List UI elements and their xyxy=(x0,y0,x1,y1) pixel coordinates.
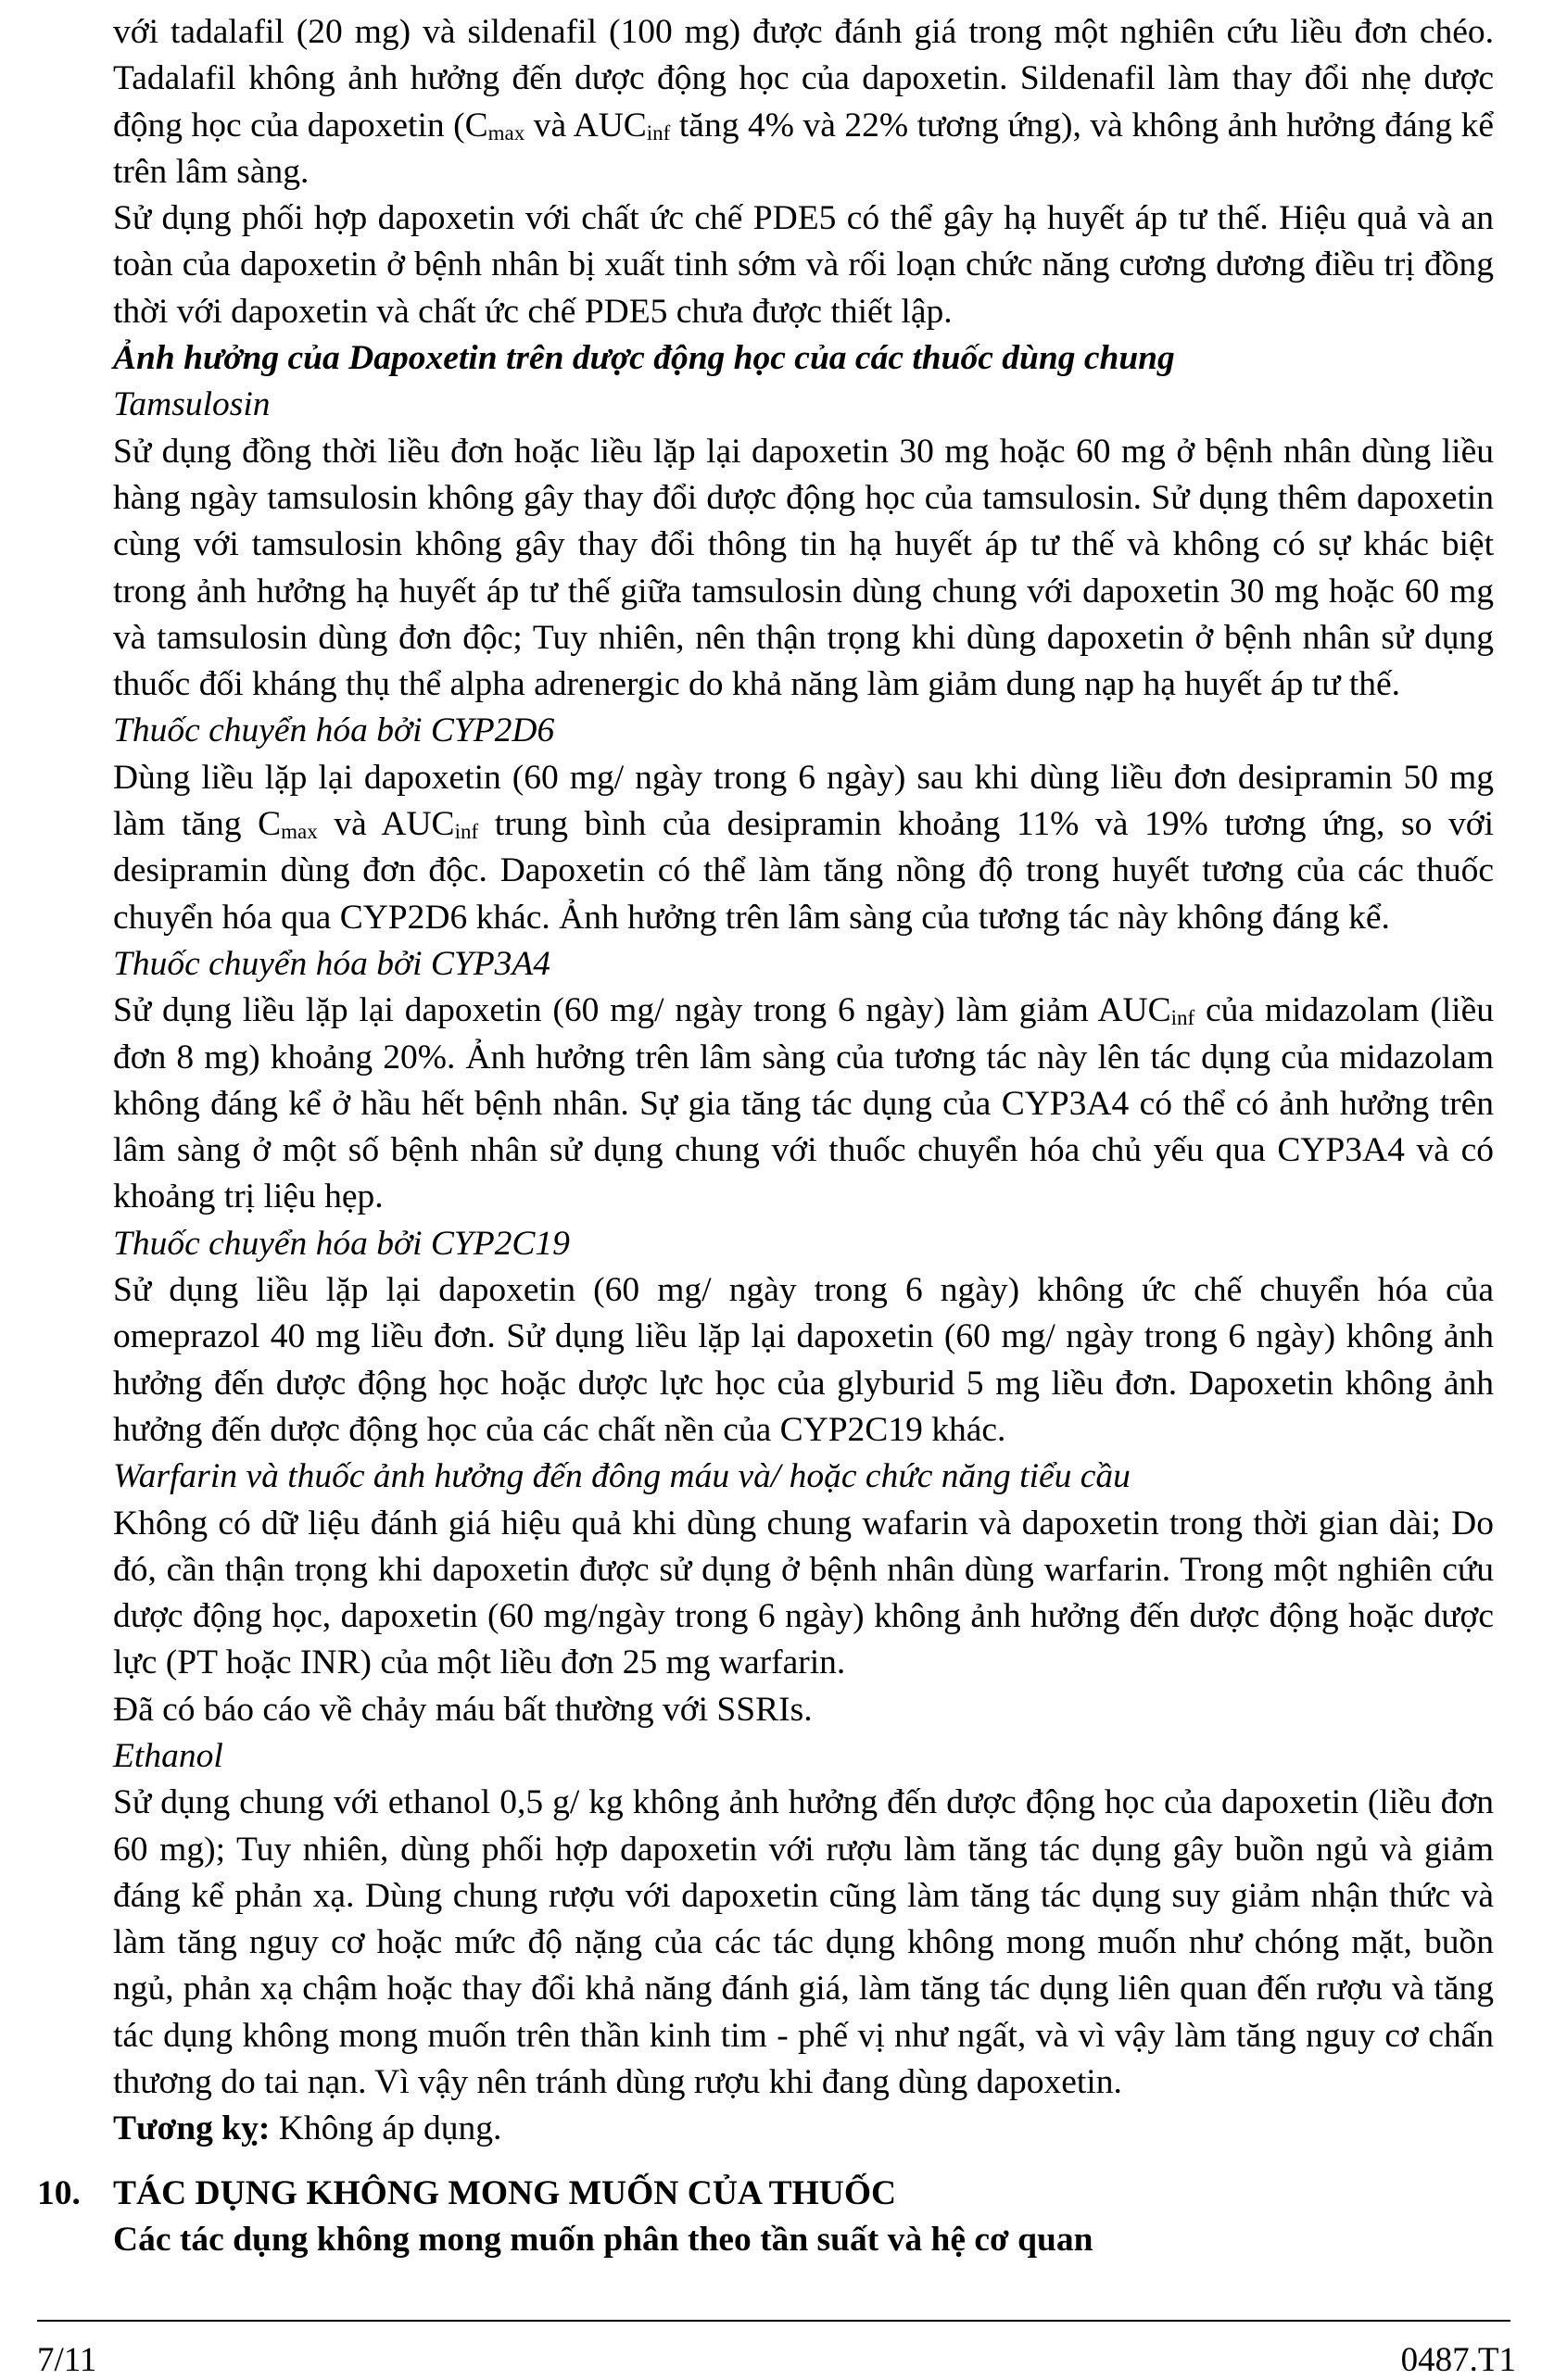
section-number: 10. xyxy=(37,2174,81,2212)
text-run: của midazolam (liều đơn 8 mg) khoảng 20%. Ảnh hưởng trên lâm sàng của tương tác này lên tác dụng của midazolam không đáng kể ở hầu hết bệnh nhân. Sự gia tăng tác dụng của CYP3A4 có thể có ảnh hưởng trên lâm sàng ở một số bệnh nhân sử dụng chung với thuốc chuyển hóa chủ yếu qua CYP3A4 và có khoảng trị liệu hẹp. xyxy=(113,991,1494,1216)
cyp2d6-title: Thuốc chuyển hóa bởi CYP2D6 xyxy=(113,711,555,750)
text-run: và AUC xyxy=(524,106,647,145)
text-run: và AUC xyxy=(317,805,455,844)
pde5-note: Sử dụng phối hợp dapoxetin với chất ức chế PDE5 có thể gây hạ huyết áp tư thế. Hiệu quả và an toàn của dapoxetin ở bệnh nhân bị xuất tinh sớm và rối loạn chức năng cương dương điều trị đồng thời với dapoxetin và chất ức chế PDE5 chưa được thiết lập. xyxy=(113,199,1494,331)
tuong-ky-line xyxy=(113,2106,1494,2152)
warfarin-title: Warfarin và thuốc ảnh hưởng đến đông máu và/ hoặc chức năng tiểu cầu xyxy=(113,1457,1131,1496)
footer-divider xyxy=(37,2320,1510,2322)
warfarin-note: Đã có báo cáo về chảy máu bất thường với SSRIs. xyxy=(113,1690,813,1729)
cyp2d6-text xyxy=(113,755,1494,941)
pde5-paragraph xyxy=(113,9,1494,195)
document-code: 0487.T1 xyxy=(1400,2341,1516,2379)
tuong-ky-label: Tương kỵ: xyxy=(113,2109,271,2148)
cyp3a4-text xyxy=(113,988,1494,1220)
tuong-ky-value: Không áp dụng. xyxy=(270,2109,502,2148)
text-run: Dùng liều lặp lại dapoxetin (60 mg/ ngày trong 6 ngày) sau khi dùng liều đơn desipramin 50 mg làm tăng C xyxy=(113,758,1494,844)
ethanol-title: Ethanol xyxy=(113,1736,223,1775)
ethanol-text: Sử dụng chung với ethanol 0,5 g/ kg không ảnh hưởng đến dược động học của dapoxetin (liều đơn 60 mg); Tuy nhiên, dùng phối hợp dapoxetin với rượu làm tăng tác dụng gây buồn ngủ và giảm đáng kể phản xạ. Dùng chung rượu với dapoxetin cũng làm tăng tác dụng suy giảm nhận thức và làm tăng nguy cơ hoặc mức độ nặng của các tác dụng không mong muốn như chóng mặt, buồn ngủ, phản xạ chậm hoặc thay đổi khả năng đánh giá, làm tăng tác dụng liên quan đến rượu và tăng tác dụng không mong muốn trên thần kinh tim - phế vị như ngất, và vì vậy làm tăng nguy cơ chấn thương do tai nạn. Vì vậy nên tránh dùng rượu khi đang dùng dapoxetin. xyxy=(113,1783,1494,2102)
tamsulosin-title: Tamsulosin xyxy=(113,385,271,424)
subscript: max xyxy=(487,120,525,145)
subscript: max xyxy=(281,820,318,844)
text-run: tăng 4% và 22% tương ứng), và không ảnh hưởng đáng kể trên lâm sàng. xyxy=(113,106,1495,191)
text-run: Sử dụng liều lặp lại dapoxetin (60 mg/ ngày trong 6 ngày) làm giảm AUC xyxy=(113,991,1171,1030)
text-run: với tadalafil (20 mg) và sildenafil (100 mg) được đánh giá trong một nghiên cứu liều đơn chéo. Tadalafil không ảnh hưởng đến dược động học của dapoxetin. Sildenafil làm thay đổi nhẹ dược động học của dapoxetin (C xyxy=(113,13,1494,145)
text-run: trung bình của desipramin khoảng 11% và 19% tương ứng, so với desipramin dùng đơn độc. Dapoxetin có thể làm tăng nồng độ trong huyết tương của các thuốc chuyển hóa qua CYP2D6 khác. Ảnh hưởng trên lâm sàng của tương tác này không đáng kể. xyxy=(113,805,1495,937)
tamsulosin-text: Sử dụng đồng thời liều đơn hoặc liều lặp lại dapoxetin 30 mg hoặc 60 mg ở bệnh nhân dùng liều hàng ngày tamsulosin không gây thay đổi dược động học của tamsulosin. Sử dụng thêm dapoxetin cùng với tamsulosin không gây thay đổi thông tin hạ huyết áp tư thế và không có sự khác biệt trong ảnh hưởng hạ huyết áp tư thế giữa tamsulosin dùng chung với dapoxetin 30 mg hoặc 60 mg và tamsulosin dùng đơn độc; Tuy nhiên, nên thận trọng khi dùng dapoxetin ở bệnh nhân sử dụng thuốc đối kháng thụ thể alpha adrenergic do khả năng làm giảm dung nạp hạ huyết áp tư thế. xyxy=(113,432,1494,704)
cyp2c19-title: Thuốc chuyển hóa bởi CYP2C19 xyxy=(113,1224,570,1263)
section-title: TÁC DỤNG KHÔNG MONG MUỐN CỦA THUỐC xyxy=(113,2174,897,2212)
subscript: inf xyxy=(1170,1006,1195,1030)
cyp2c19-text: Sử dụng liều lặp lại dapoxetin (60 mg/ ngày trong 6 ngày) không ức chế chuyển hóa của omeprazol 40 mg liều đơn. Sử dụng liều lặp lại dapoxetin (60 mg/ ngày trong 6 ngày) không ảnh hưởng đến dược động học hoặc dược lực học của glyburid 5 mg liều đơn. Dapoxetin không ảnh hưởng đến dược động học của các chất nền của CYP2C19 khác. xyxy=(113,1271,1494,1449)
cyp3a4-title: Thuốc chuyển hóa bởi CYP3A4 xyxy=(113,944,551,983)
section-subtitle: Các tác dụng không mong muốn phân theo tần suất và hệ cơ quan xyxy=(113,2221,1093,2259)
section-heading: Ảnh hưởng của Dapoxetin trên dược động học của các thuốc dùng chung xyxy=(113,339,1175,378)
page-number: 7/11 xyxy=(37,2341,97,2379)
section-title-block xyxy=(113,2171,1485,2263)
warfarin-text: Không có dữ liệu đánh giá hiệu quả khi dùng chung wafarin và dapoxetin trong thời gian dài; Do đó, cần thận trọng khi dapoxetin được sử dụng ở bệnh nhân dùng warfarin. Trong một nghiên cứu dược động học, dapoxetin (60 mg/ngày trong 6 ngày) không ảnh hưởng đến dược động hoặc dược lực (PT hoặc INR) của một liều đơn 25 mg warfarin. xyxy=(113,1504,1494,1682)
subscript: inf xyxy=(454,820,479,844)
main-text xyxy=(113,9,1494,2153)
subscript: inf xyxy=(646,120,671,145)
